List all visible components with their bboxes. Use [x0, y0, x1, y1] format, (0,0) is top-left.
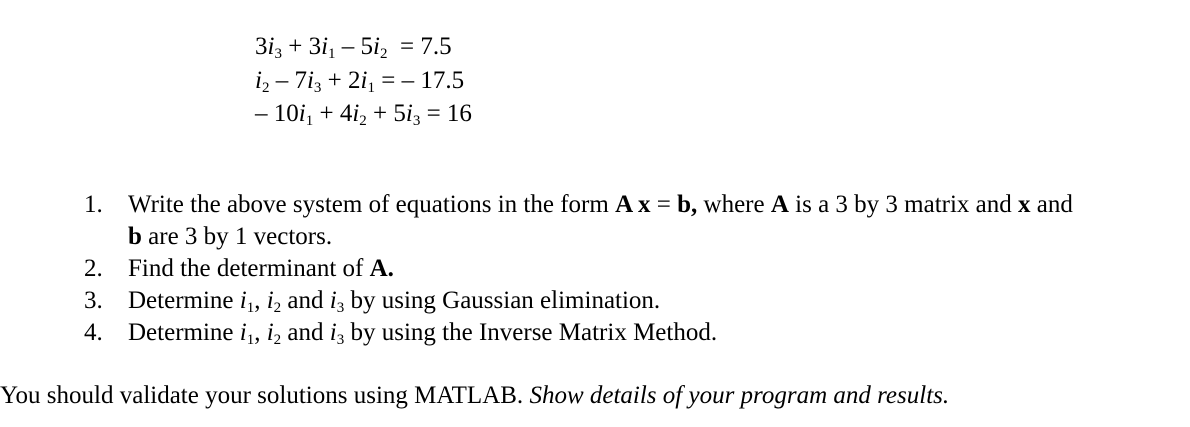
- eq3-term1-var: i: [298, 100, 306, 127]
- question-2-text: [128, 254, 394, 284]
- eq2-term3-var: i: [360, 67, 368, 94]
- eq1-term2-sub: 1: [328, 46, 336, 62]
- eq2-term2-coef: 7: [294, 67, 307, 94]
- eq3-term1-coef: – 10: [255, 100, 299, 127]
- q3-sep2: and: [281, 287, 330, 314]
- question-4-number: 4.: [84, 319, 103, 346]
- question-2-number: 2.: [84, 255, 103, 282]
- eq1-term1-sub: 3: [274, 46, 282, 62]
- eq1-term3-var: i: [373, 33, 380, 60]
- q3-i1-sub: 1: [246, 300, 255, 316]
- q1-line2-bold-b: b: [128, 223, 142, 250]
- footer-plain-text: You should validate your solutions using MATLAB.: [0, 382, 530, 409]
- equation-3: [255, 99, 472, 129]
- eq2-term2-var: i: [306, 67, 314, 94]
- q4-i1-var: i: [239, 319, 247, 346]
- q1-part-e: and: [1030, 191, 1073, 218]
- q1-part-a: Write the above system of equations in the form: [128, 191, 616, 218]
- eq3-term1-sub: 1: [305, 113, 314, 129]
- question-4-text: [128, 318, 717, 348]
- equation-2: [255, 66, 464, 96]
- question-1-number: 1.: [84, 191, 103, 218]
- eq3-rhs: = 16: [420, 100, 472, 127]
- eq1-term1-coef: 3: [255, 33, 268, 60]
- eq3-op1: +: [313, 100, 340, 127]
- footer-note: [0, 381, 949, 411]
- eq2-term3-coef: 2: [348, 67, 361, 94]
- eq3-term3-sub: 3: [412, 113, 421, 129]
- q2-part-a: Find the determinant of: [128, 255, 370, 282]
- eq2-term1-sub: 2: [261, 80, 270, 96]
- q1-bold-ax: A x: [615, 191, 651, 218]
- q3-i3-sub: 3: [336, 300, 345, 316]
- question-3-text: [128, 286, 660, 316]
- q3-part-a: Determine: [128, 287, 240, 314]
- eq2-term2-sub: 3: [313, 80, 322, 96]
- q1-line2-rest: are 3 by 1 vectors.: [141, 223, 333, 250]
- q2-bold-A: A.: [369, 255, 394, 282]
- question-1-text: [128, 190, 1073, 220]
- eq1-term1-var: i: [267, 33, 275, 60]
- q4-i3-var: i: [329, 319, 337, 346]
- eq3-term2-coef: 4: [339, 100, 353, 127]
- eq1-term3-sub: 2: [379, 46, 388, 62]
- eq2-op1: –: [269, 67, 295, 94]
- eq3-term3-coef: 5: [393, 100, 406, 127]
- question-3-number: 3.: [84, 287, 103, 314]
- eq2-term1-var: i: [255, 67, 262, 94]
- q1-part-c: where: [697, 191, 771, 218]
- footer-italic-text: Show details of your program and results.: [529, 382, 950, 409]
- eq1-op1: +: [281, 33, 309, 60]
- eq1-term3-coef: 5: [360, 33, 374, 60]
- eq2-rhs: = – 17.5: [374, 67, 465, 94]
- eq1-op2: –: [335, 33, 361, 60]
- q4-sep1: ,: [254, 319, 267, 346]
- eq2-op2: +: [321, 67, 349, 94]
- q3-i3-var: i: [329, 287, 337, 314]
- q1-bold-x: x: [1018, 191, 1031, 218]
- eq1-term2-var: i: [321, 33, 329, 60]
- q1-bold-A: A: [770, 191, 789, 218]
- q4-i2-var: i: [266, 319, 274, 346]
- q1-part-b: =: [650, 191, 678, 218]
- q4-part-a: Determine: [128, 319, 240, 346]
- eq1-rhs: = 7.5: [387, 33, 452, 60]
- q4-i1-sub: 1: [246, 332, 255, 348]
- q4-i2-sub: 2: [273, 332, 282, 348]
- question-1-line2: [128, 222, 332, 252]
- q3-sep1: ,: [254, 287, 267, 314]
- q3-i2-var: i: [266, 287, 274, 314]
- q4-sep2: and: [281, 319, 330, 346]
- q3-part-b: by using Gaussian elimination.: [344, 287, 661, 314]
- equation-1: [255, 32, 452, 62]
- q4-i3-sub: 3: [336, 332, 345, 348]
- q3-i2-sub: 2: [273, 300, 282, 316]
- q1-bold-b: b,: [677, 191, 698, 218]
- eq1-term2-coef: 3: [308, 33, 322, 60]
- eq3-op2: +: [366, 100, 394, 127]
- eq2-term3-sub: 1: [367, 80, 375, 96]
- q3-i1-var: i: [239, 287, 247, 314]
- eq3-term2-var: i: [352, 100, 360, 127]
- eq3-term2-sub: 2: [359, 113, 367, 129]
- equation-system: [0, 0, 1190, 130]
- eq3-term3-var: i: [405, 100, 413, 127]
- q4-part-b: by using the Inverse Matrix Method.: [344, 319, 718, 346]
- q1-part-d: is a 3 by 3 matrix and: [788, 191, 1019, 218]
